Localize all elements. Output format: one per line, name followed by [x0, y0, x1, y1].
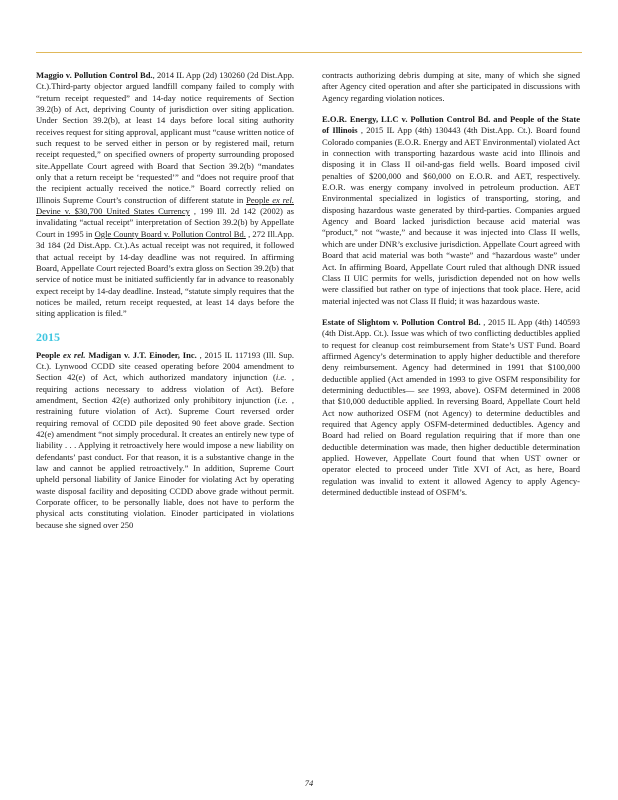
case-text: , requiring actions necessary to address violation of Act). Before amendment, Section 42(e) authorized only prohibitory injunction ( — [36, 372, 294, 405]
case-einoder — [36, 350, 294, 532]
year-heading: 2015 — [36, 329, 60, 344]
case-slightom — [322, 317, 580, 499]
case-eor-energy — [322, 114, 580, 307]
case-text: , 272 Ill.App. 3d 184 (2d Dist.App. Ct.).As actual receipt was not required, it followed that actual receipt by 14-day deadline was not required. In affirming Board, Appellate Court rejected Board’s extra gloss on Section 39.2(b) that service of notice must be initiated sufficiently far in advance to reasonably expect receipt by 14-day deadline. Instead, “statute simply requires that the notices be mailed, return receipt requested, at least 14 days before the siting application is filed.” — [36, 228, 294, 319]
case-einoder-continued: contracts authorizing debris dumping at site, many of which she signed after Agency cited operation and after she participated in discussions with Agency regarding violation notices. — [322, 70, 580, 103]
right-column — [322, 70, 580, 508]
case-text: , 2015 IL App (4th) 140593 (4th Dist.App. Ct.). Issue was which of two conflicting deductibles applied to request for cleanup cost reimbursement from State’s UST Fund. Board affirmed Agency’s determination to apply higher deductible and therefore deny reimbursement. Agency had determined in 1991 that $100,000 deductible applied (Act amended in 1993 to give OSFM responsibility for determining deductibles— — [322, 316, 580, 395]
case-maggio — [36, 70, 294, 320]
case-title: E.O.R. Energy, LLC v. Pollution Control Bd. and People of the State of Illinois — [322, 114, 580, 136]
case-title: Maggio v. Pollution Control Bd. — [36, 70, 153, 80]
header-rule — [36, 52, 582, 53]
left-column — [36, 70, 294, 541]
case-text: 1993, above). OSFM determined in 2008 that $10,000 deductible applied. In reversing Board, Appellate Court held Act now authorized OSFM (not Agency) to determine deductibles and required that Agency apply OSFM-determined deductibles. Agency and Board had relied on Board regulation requiring that if more than one deductible determination was made, then higher deductible determination applied. However, Appellate Court found that when UST owner or operator elected to proceed under Title XVI of Act, as here, Board regulation was invalid to extent it allowed Agency to apply Agency-determined deductible instead of OSFM’s. — [322, 384, 580, 498]
case-text: , 199 Ill. 2d 142 (2002) as invalidating “actual receipt” interpretation of Section 39.2(b) by Appellate Court in 1995 in — [36, 206, 294, 239]
case-text: , 2015 IL 117193 (Ill. Sup. Ct.). Lynwood CCDD site ceased operating before 2004 amendment to Section 42(e) of Act, which authorized mandatory injunction ( — [36, 349, 294, 383]
case-text: , 2014 IL App (2d) 130260 (2d Dist.App. Ct.).Third-party objector argued landfill company failed to comply with “return receipt requested” and 14-day notice requirements of Section 39.2(b) of Act, depriving County of jurisdiction over siting application. Under Section 39.2(b), at least 14 days before local siting authority receives request for siting approval, applicant must “cause written notice of such request to be served either in person or by registered mail, return receipt requested,” on specified owners of property surrounding proposed site.Appellate Court agreed with Board that Section 39.2(b) “mandates only that a return receipt be ‘requested’” and “does not require proof that the recipient actually received the notice.” Board correctly relied on Illinois Supreme Court’s construction of different statute in — [36, 70, 294, 205]
see-signal: see — [417, 384, 429, 395]
case-citation-devine: People ex rel. Devine v. $30,700 United States Currency — [36, 194, 294, 217]
case-text: , restraining future violation of Act). Supreme Court reversed order requiring removal of CCDD pile deposited 90 feet above grade. Section 42(e) amendment “not simply procedural. It creates an entirely new type of liability . . . Applying it retroactively here would impose a new liability on defendants’ past conduct. For that reason, it is a substantive change in the law and cannot be applied retroactively.” In addition, Supreme Court upheld personal liability of Janice Einoder for violating Act by operating waste disposal facility and depositing CCDD above grade without permit. Corporate officer, to be personally liable, does not have to perform the physical acts constituting violation. Einoder participated in violations because she signed over 250 — [36, 394, 294, 530]
ie-abbrev: i.e. — [277, 394, 288, 405]
case-title: Estate of Slightom v. Pollution Control Bd. — [322, 316, 481, 327]
case-title: People ex rel. Madigan v. J.T. Einoder, Inc. — [36, 349, 197, 360]
page-number: 74 — [304, 778, 314, 788]
case-citation-ogle: Ogle County Board v. Pollution Control Bd. — [94, 228, 246, 239]
ie-abbrev: i.e. — [275, 372, 287, 383]
case-text: , 2015 IL App (4th) 130443 (4th Dist.App. Ct.). Board found Colorado companies (E.O.R. Energy and AET Environmental) violated Act in connection with transporting hazardous waste acid into Illinois and disposing it in Class II oil-and-gas field wells. Board imposed civil penalties of $200,000 and $60,000 on E.O.R. and AET, respectively. E.O.R. was energy company involved in petroleum production. AET Environmental specialized in logistics of transporting, storing, and disposing hazardous waste generated by third-parties. Companies argued Agency and Board lacked jurisdiction because acid material was “product,” not “waste,” and because it was injected into Class II wells, which are under DNR’s exclusive jurisdiction. Appellate Court agreed with Board that acid material was both “waste” and “hazardous waste” under Act. In affirming Board, Appellate Court ruled that although DNR issued Class II UIC permits for wells, jurisdiction depended not on how wells were classified but rather on type of injections that took place. Here, acid material injected was not Class II fluid; it was hazardous waste. — [322, 125, 580, 306]
